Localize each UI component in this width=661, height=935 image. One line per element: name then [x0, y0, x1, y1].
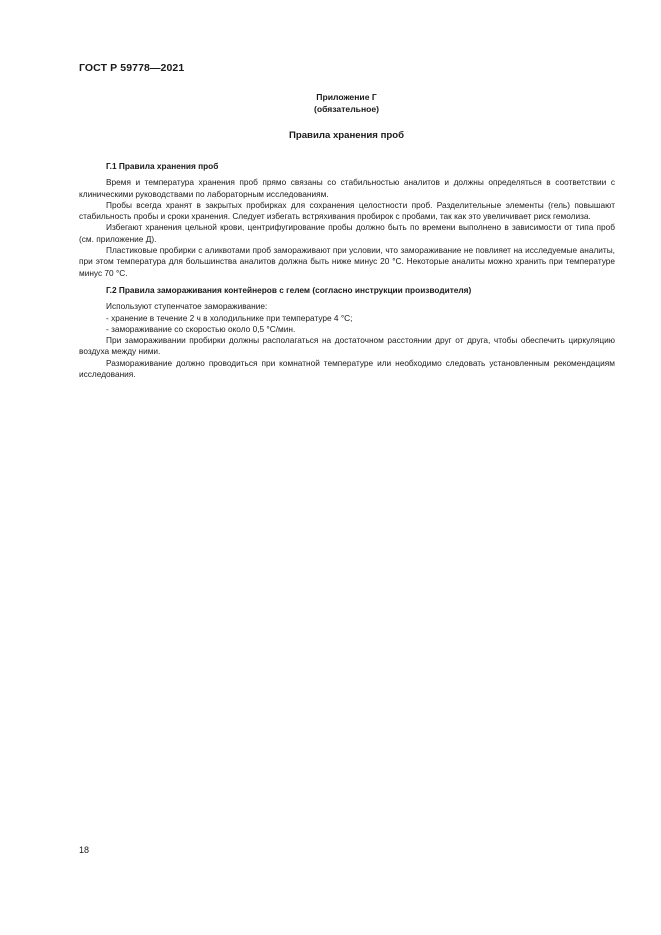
paragraph: При замораживании пробирки должны располагаться на достаточном расстоянии друг от друга, чтобы обеспечить циркуляцию воздуха между ними. [79, 335, 615, 357]
section-title: Г.2 Правила замораживания контейнеров с гелем (согласно инструкции производителя) [106, 284, 472, 295]
paragraph: Избегают хранения цельной крови, центрифугирование пробы должно быть по времени выполнено в зависимости от типа проб (см. приложение Д). [79, 222, 615, 244]
list-item: - замораживание со скоростью около 0,5 °С/мин. [106, 323, 296, 334]
page-number: 18 [79, 845, 90, 855]
paragraph: Пробы всегда хранят в закрытых пробирках для сохранения целостности проб. Разделительные элементы (гель) повышают стабильность пробы и сроки хранения. Следует избегать встряхивания пробирок с пробами, так как это увеличивает риск гемолиза. [79, 199, 615, 222]
document-body [79, 161, 615, 380]
list-item: - хранение в течение 2 ч в холодильнике при температуре 4 °С; [106, 312, 353, 323]
paragraph: Используют ступенчатое замораживание: [106, 301, 268, 312]
appendix-title: Приложение Г [316, 92, 377, 102]
appendix-status: (обязательное) [313, 104, 380, 114]
document-code: ГОСТ Р 59778—2021 [79, 62, 185, 74]
freezing-steps-list [79, 313, 615, 336]
paragraph: Размораживание должно проводиться при комнатной температуре или необходимо следовать установленным рекомендациям исследования. [79, 357, 615, 380]
appendix-heading: Правила хранения проб [288, 130, 405, 141]
paragraph: Время и температура хранения проб прямо связаны со стабильностью аналитов и должны определяться в соответствии с клиническими руководствами по лабораторным исследованиям. [79, 177, 615, 199]
paragraph: Пластиковые пробирки с аликвотами проб замораживают при условии, что замораживание не повлияет на исследуемые аналиты, при этом температура для большинства аналитов должна быть ниже минус 20 °С. Некоторые аналиты можно хранить при температуре минус 70 °С. [79, 245, 615, 278]
section-title: Г.1 Правила хранения проб [106, 161, 219, 171]
